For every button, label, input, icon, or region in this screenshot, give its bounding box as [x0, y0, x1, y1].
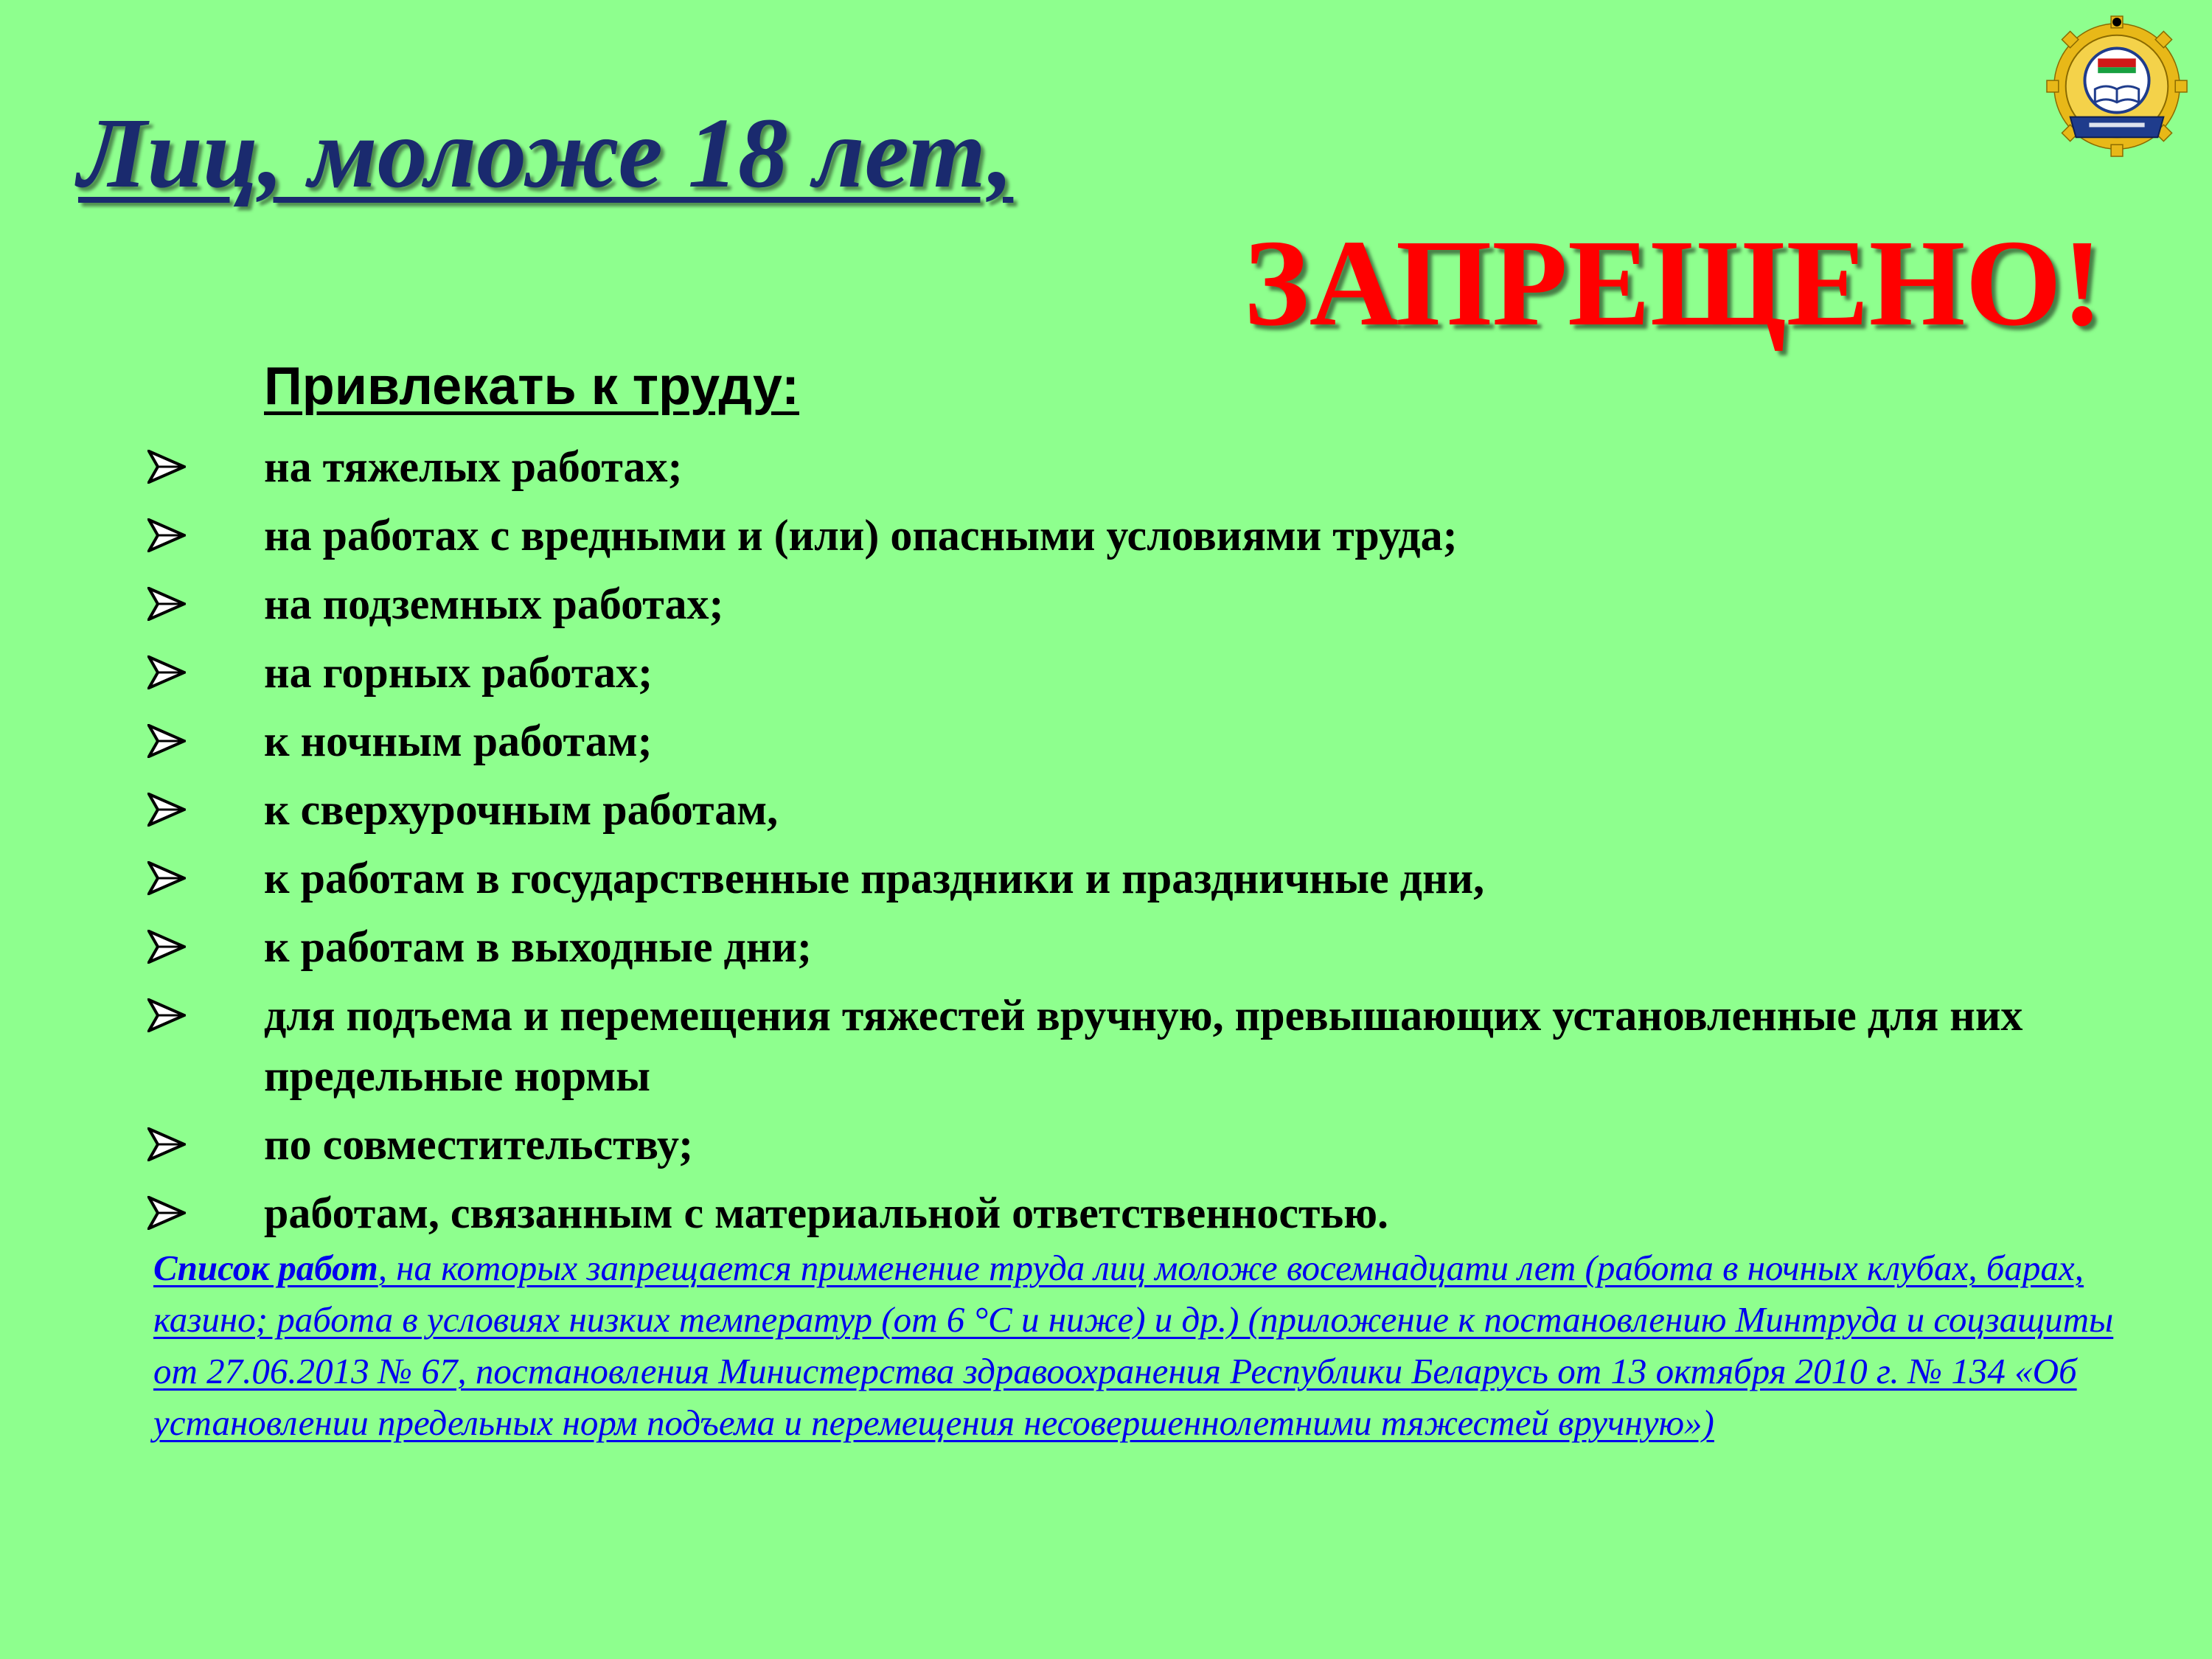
arrow-bullet-icon [147, 1183, 264, 1243]
list-item [147, 1183, 2094, 1243]
list-item-text: на подземных работах; [264, 580, 724, 628]
arrow-bullet-icon [147, 711, 264, 771]
list-item-text: к ночным работам; [264, 717, 653, 765]
arrow-bullet-icon [147, 437, 264, 497]
arrow-bullet-icon [147, 848, 264, 908]
list-item [147, 917, 2094, 977]
list-item [147, 437, 2094, 497]
list-subheading: Привлекать к труду: [264, 357, 799, 416]
list-item-text: к работам в государственные праздники и праздничные дни, [264, 854, 1485, 902]
arrow-bullet-icon [147, 642, 264, 703]
arrow-bullet-icon [147, 985, 264, 1046]
list-item [147, 985, 2094, 1106]
list-item [147, 574, 2094, 634]
arrow-bullet-icon [147, 574, 264, 634]
list-item-text: к работам в выходные дни; [264, 922, 812, 971]
state-labor-inspection-emblem-icon [2044, 13, 2190, 159]
reference-note [153, 1242, 2129, 1449]
arrow-bullet-icon [147, 917, 264, 977]
list-item [147, 779, 2094, 840]
list-item [147, 848, 2094, 908]
arrow-bullet-icon [147, 779, 264, 840]
arrow-bullet-icon [147, 1114, 264, 1175]
list-item-text: работам, связанным с материальной ответственностью. [264, 1189, 1389, 1237]
slide-title: Лиц, моложе 18 лет, [78, 98, 1014, 209]
prohibited-work-list [147, 437, 2094, 1251]
list-item [147, 642, 2094, 703]
list-item [147, 711, 2094, 771]
reference-note-link[interactable]: , на которых запрещается применение труда лиц моложе восемнадцати лет (работа в ночных клубах, барах, казино; работа в условиях низких температур (от 6 °С и ниже) и др.) (приложение к постановлению Минтруда и соцзащиты от 27.06.2013 № 67, постановления Министерства здравоохранения Республики Беларусь от 13 октября 2010 г. № 134 «Об установлении предельных норм подъема и перемещения несовершеннолетними тяжестей вручную») [153, 1248, 2114, 1443]
list-item-text: на тяжелых работах; [264, 442, 683, 491]
list-item-text: к сверхурочным работам, [264, 785, 779, 834]
arrow-bullet-icon [147, 505, 264, 566]
prohibited-heading: ЗАПРЕЩЕНО! [1243, 215, 2103, 352]
list-item [147, 505, 2094, 566]
list-item-text: для подъема и перемещения тяжестей вручную, превышающих установленные для них предельные нормы [264, 991, 2023, 1100]
list-item [147, 1114, 2094, 1175]
work-list-link[interactable]: Список работ [153, 1248, 378, 1288]
list-item-text: на работах с вредными и (или) опасными условиями труда; [264, 511, 1458, 560]
list-item-text: по совместительству; [264, 1120, 694, 1169]
list-item-text: на горных работах; [264, 648, 653, 697]
